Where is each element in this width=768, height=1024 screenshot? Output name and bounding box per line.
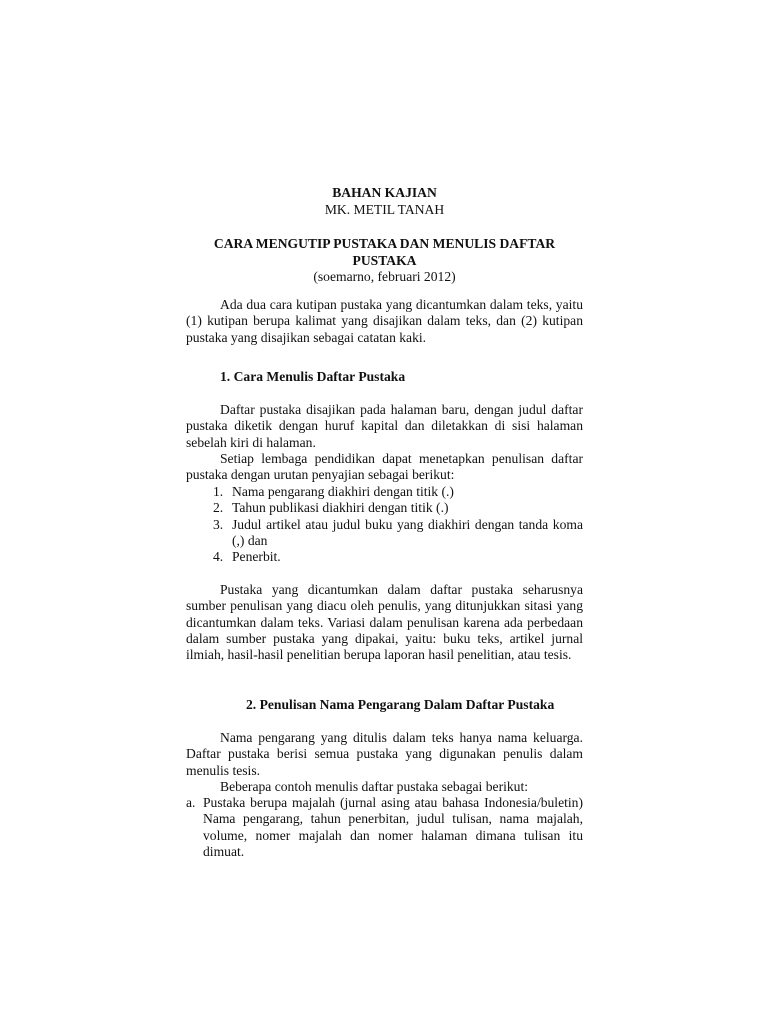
list-text: Nama pengarang diakhiri dengan titik (.): [232, 484, 454, 499]
author-date: (soemarno, februari 2012): [313, 269, 456, 284]
list-item: [186, 549, 583, 565]
list-number: 2.: [213, 500, 224, 516]
section-1-paragraph-1: Daftar pustaka disajikan pada halaman baru, dengan judul daftar pustaka diketik dengan huruf kapital dan diletakkan di sisi halaman sebelah kiri di halaman.: [186, 402, 583, 450]
list-text: Penerbit.: [232, 549, 281, 565]
section-2-heading: 2. Penulisan Nama Pengarang Dalam Daftar Pustaka: [246, 697, 555, 712]
title-line-1: BAHAN KAJIAN: [332, 185, 437, 200]
section-1-heading: 1. Cara Menulis Daftar Pustaka: [220, 369, 406, 384]
section-2-paragraph-1: Nama pengarang yang ditulis dalam teks hanya nama keluarga. Daftar pustaka berisi semua pustaka yang digunakan penulis dalam menulis tesis.: [186, 730, 583, 778]
title-line-2: MK. METIL TANAH: [324, 201, 445, 217]
list-number: 1.: [213, 484, 224, 499]
list-item: [186, 517, 583, 550]
list-text: Judul artikel atau judul buku yang diakhiri dengan tanda koma (,) dan: [232, 516, 583, 548]
document-title: [186, 185, 583, 218]
document-subtitle: [186, 236, 583, 286]
list-item: [186, 500, 583, 516]
list-number: 4.: [213, 549, 224, 565]
list-letter: a.: [186, 795, 196, 810]
list-number: 3.: [213, 516, 224, 532]
section-2-paragraph-2: Beberapa contoh menulis daftar pustaka sebagai berikut:: [220, 779, 529, 794]
list-text: Tahun publikasi diakhiri dengan titik (.): [232, 500, 449, 516]
subtitle-line-2: PUSTAKA: [352, 252, 417, 268]
list-item: [186, 795, 583, 860]
list-text: Pustaka berupa majalah (jurnal asing atau bahasa Indonesia/buletin) Nama pengarang, tahun penerbitan, judul tulisan, nama majalah, volume, nomer majalah dan nomer halaman dimana tulisan itu dimuat.: [203, 795, 583, 859]
subtitle-line-1: CARA MENGUTIP PUSTAKA DAN MENULIS DAFTAR: [213, 236, 556, 251]
section-1-paragraph-2: Setiap lembaga pendidikan dapat menetapkan penulisan daftar pustaka dengan urutan penyajian sebagai berikut:: [186, 451, 583, 483]
list-item: [186, 484, 583, 500]
intro-paragraph: Ada dua cara kutipan pustaka yang dicantumkan dalam teks, yaitu (1) kutipan berupa kalimat yang disajikan dalam teks, dan (2) kutipan pustaka yang disajikan sebagai catatan kaki.: [186, 297, 583, 345]
lettered-list: [186, 795, 583, 860]
section-1-paragraph-3: Pustaka yang dicantumkan dalam daftar pustaka seharusnya sumber penulisan yang diacu oleh penulis, yang ditunjukkan sitasi yang dicantumkan dalam teks. Variasi dalam penulisan karena ada perbedaan dalam sumber pustaka yang dipakai, yaitu: buku teks, artikel jurnal ilmiah, hasil-hasil penelitian berupa laporan hasil penelitian, atau tesis.: [186, 582, 583, 663]
numbered-list: [186, 484, 583, 565]
